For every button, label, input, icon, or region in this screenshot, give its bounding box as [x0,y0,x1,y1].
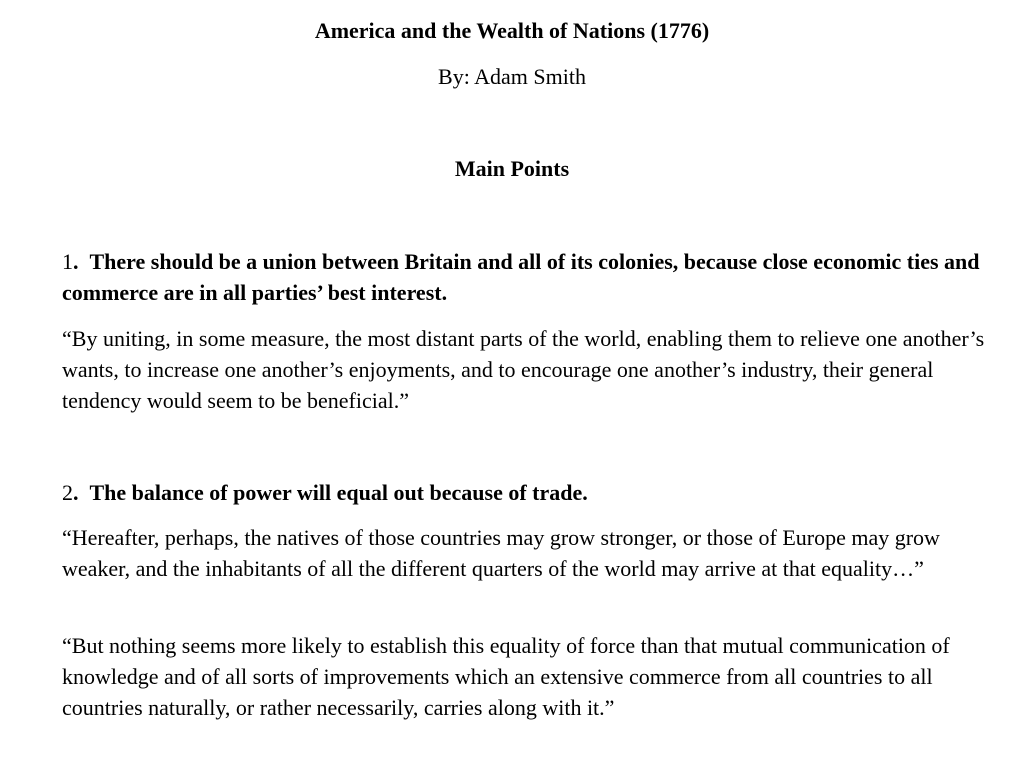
point-2 [62,477,1012,508]
section-heading: Main Points [454,156,570,181]
point-2-quote-1: “Hereafter, perhaps, the natives of those countries may grow stronger, or those of Europe may grow weaker, and the inhabitants of all the different quarters of the world may arrive at that equality…” [62,525,940,581]
point-1-separator: . [73,249,79,274]
document-byline: By: Adam Smith [438,64,586,89]
point-1-statement: There should be a union between Britain and all of its colonies, because close economic ties and commerce are in all parties’ best interest. [62,249,980,305]
point-1 [62,246,1012,308]
point-2-number: 2 [62,480,73,505]
point-2-quote-2: “But nothing seems more likely to establish this equality of force than that mutual communication of knowledge and of all sorts of improvements which an extensive commerce from all countries to all countries naturally, or rather necessarily, carries along with it.” [62,633,950,720]
point-2-statement: The balance of power will equal out because of trade. [89,480,588,505]
point-1-number: 1 [62,249,73,274]
document-title: America and the Wealth of Nations (1776) [314,18,710,43]
point-2-separator: . [73,480,79,505]
point-1-quote-1: “By uniting, in some measure, the most distant parts of the world, enabling them to relieve one another’s wants, to increase one another’s enjoyments, and to encourage one another’s industry, their general tendency would seem to be beneficial.” [62,326,985,413]
